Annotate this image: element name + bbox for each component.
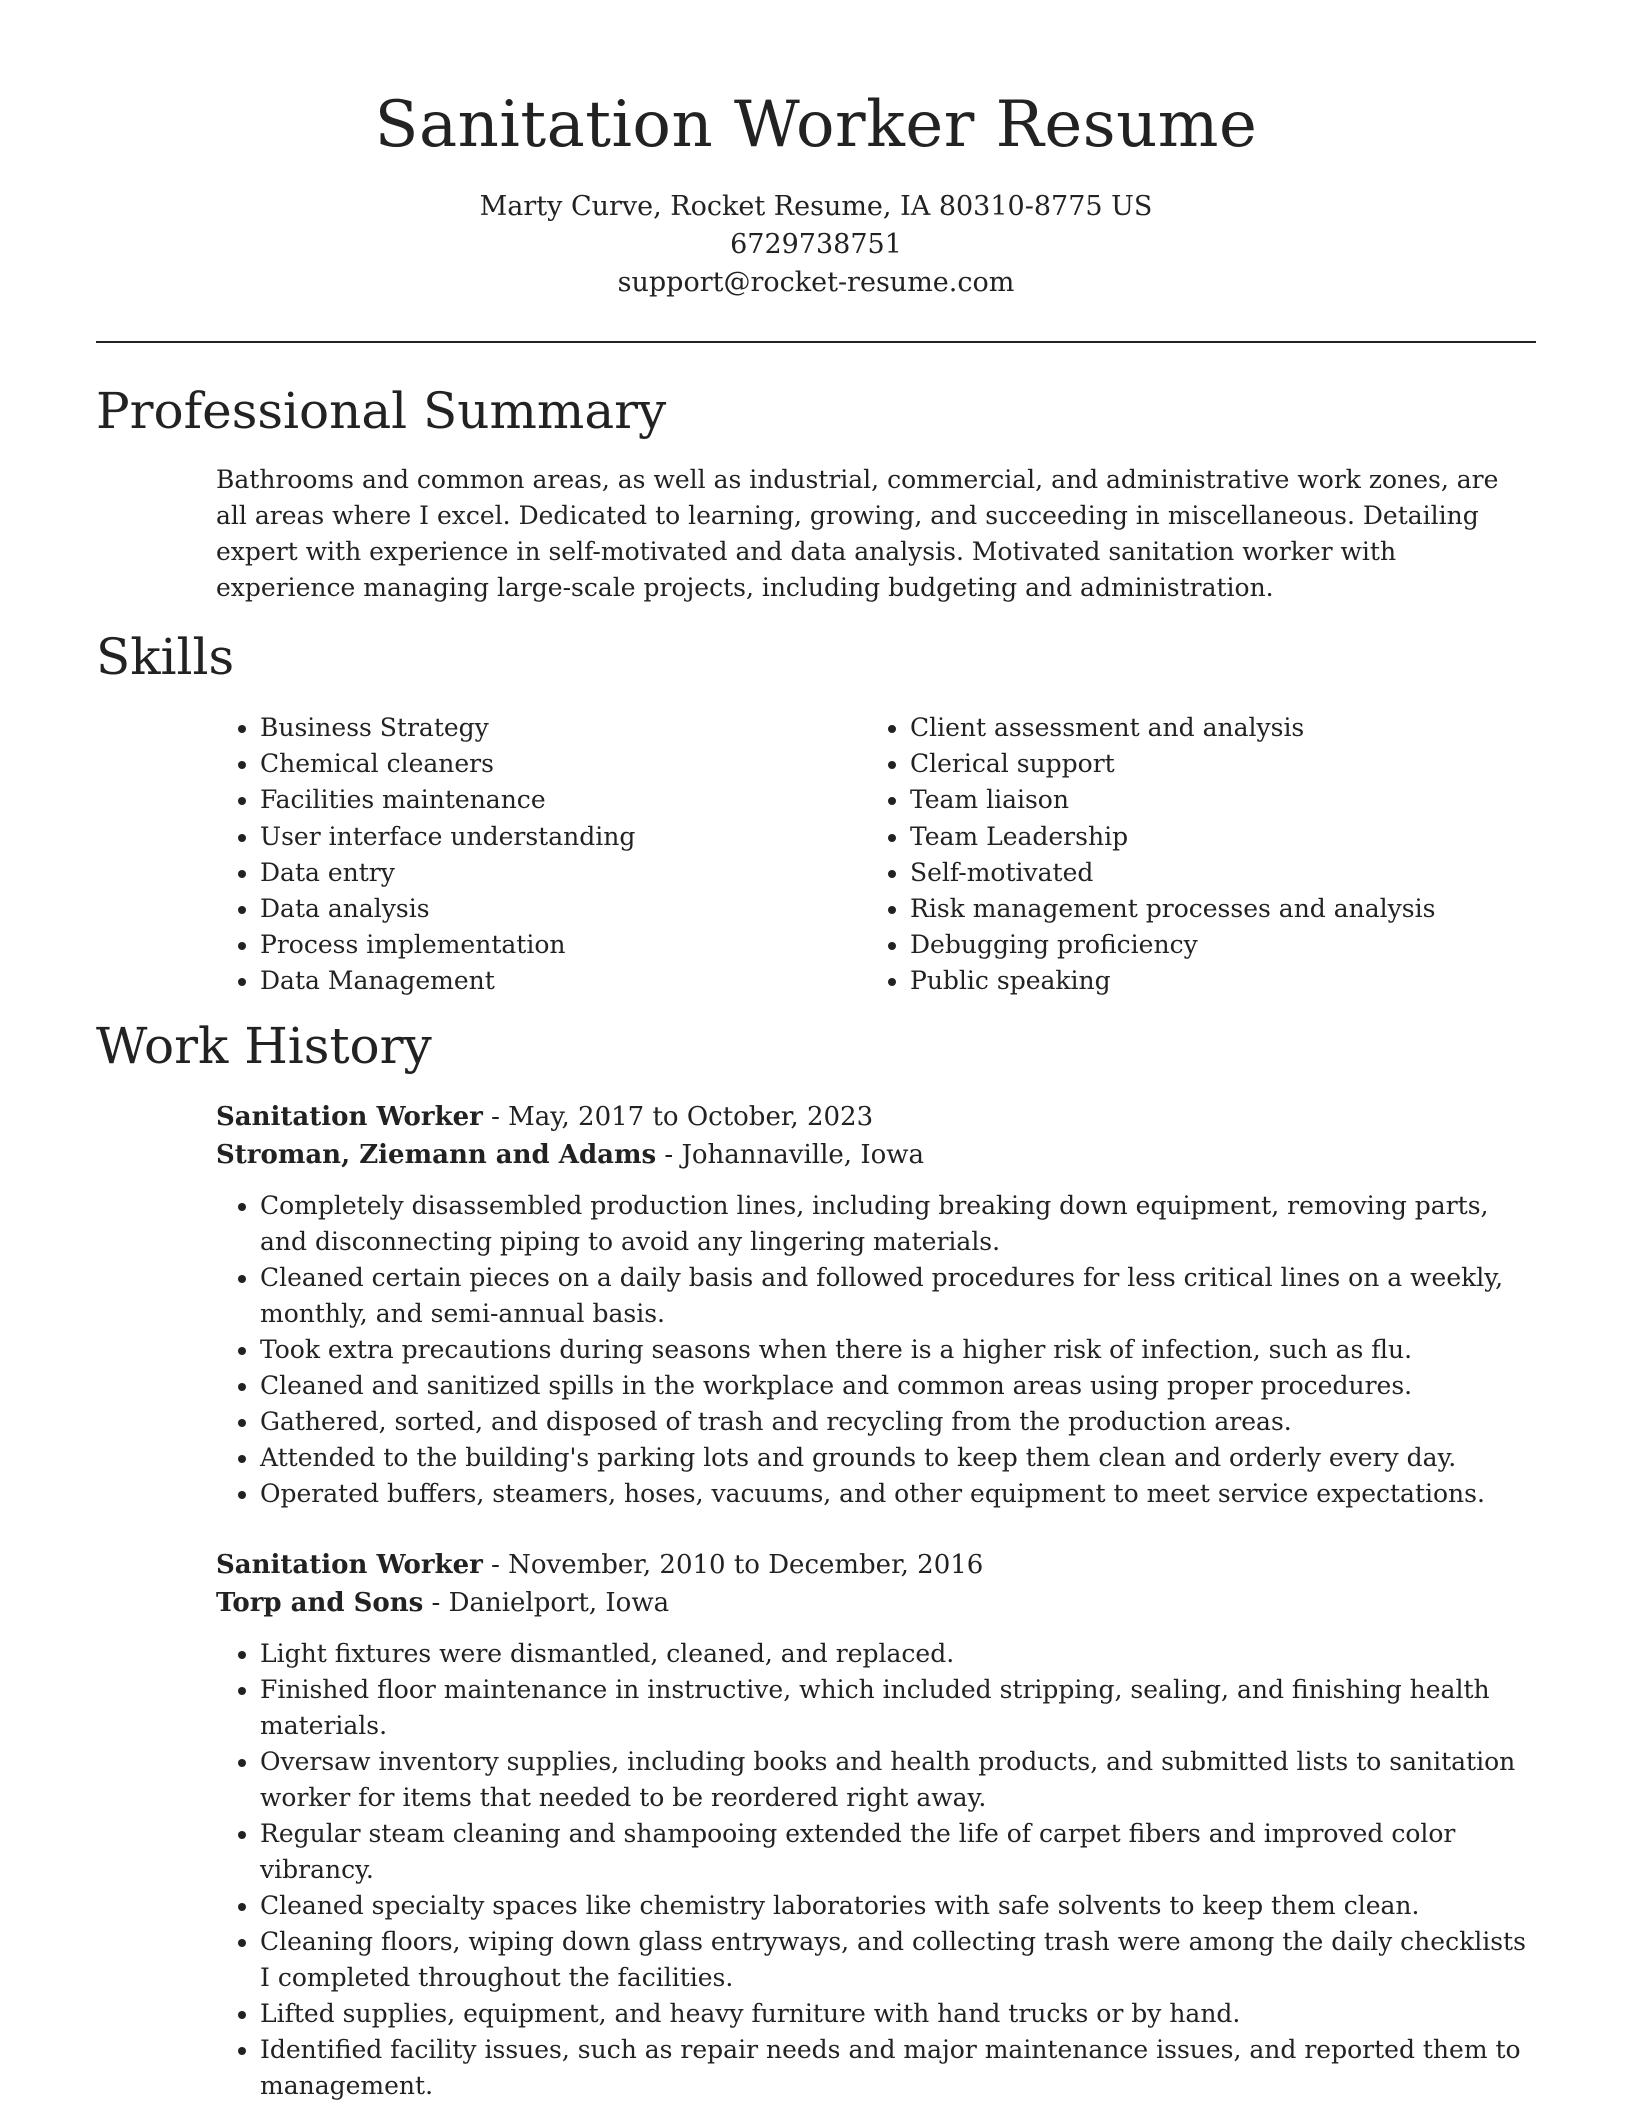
skill-item: • Chemical cleaners <box>260 746 866 782</box>
summary-heading: Professional Summary <box>96 382 667 440</box>
phone: 6729738751 <box>730 229 902 260</box>
job-bullets <box>216 1636 1536 2104</box>
skill-item: • Team Leadership <box>910 819 1516 855</box>
skill-item: • User interface understanding <box>260 819 866 855</box>
job-bullet: • Identified facility issues, such as repair needs and major maintenance issues, and reported them to management. <box>260 2032 1536 2104</box>
work-history-heading: Work History <box>96 1017 432 1075</box>
email: support@rocket-resume.com <box>617 267 1015 298</box>
job-bullets <box>216 1188 1536 1512</box>
job-bullet: • Completely disassembled production lines, including breaking down equipment, removing parts, and disconnecting piping to avoid any lingering materials. <box>260 1188 1536 1260</box>
resume-title: Sanitation Worker Resume <box>374 88 1258 162</box>
job-bullet: • Gathered, sorted, and disposed of trash and recycling from the production areas. <box>260 1404 1536 1440</box>
job-bullet: • Finished floor maintenance in instructive, which included stripping, sealing, and finishing health materials. <box>260 1672 1536 1744</box>
address: Marty Curve, Rocket Resume, IA 80310-8775 US <box>479 191 1153 222</box>
resume-header <box>0 0 1632 302</box>
job-role: Sanitation Worker <box>216 1550 483 1580</box>
skill-item: • Clerical support <box>910 746 1516 782</box>
job-entry <box>216 1546 1536 2104</box>
job-title-line <box>216 1098 1536 1136</box>
header-divider <box>96 341 1536 343</box>
job-entry <box>216 1098 1536 1512</box>
job-bullet: • Oversaw inventory supplies, including books and health products, and submitted lists to sanitation worker for items that needed to be reordered right away. <box>260 1744 1536 1816</box>
skill-item: • Data Management <box>260 963 866 999</box>
skill-item: • Public speaking <box>910 963 1516 999</box>
job-bullet: • Light fixtures were dismantled, cleaned, and replaced. <box>260 1636 1536 1672</box>
job-bullet: • Cleaning floors, wiping down glass entryways, and collecting trash were among the daily checklists I completed throughout the facilities. <box>260 1924 1536 1996</box>
job-bullet: • Took extra precautions during seasons when there is a higher risk of infection, such as flu. <box>260 1332 1536 1368</box>
job-bullet: • Cleaned and sanitized spills in the workplace and common areas using proper procedures. <box>260 1368 1536 1404</box>
skill-item: • Data analysis <box>260 891 866 927</box>
job-bullet: • Regular steam cleaning and shampooing extended the life of carpet fibers and improved color vibrancy. <box>260 1816 1536 1888</box>
job-company-line <box>216 1136 1536 1174</box>
job-location: - Danielport, Iowa <box>423 1588 670 1618</box>
skills-column-left <box>216 710 866 1000</box>
job-company-line <box>216 1584 1536 1622</box>
skill-item: • Client assessment and analysis <box>910 710 1516 746</box>
job-role: Sanitation Worker <box>216 1102 483 1132</box>
job-dates: - May, 2017 to October, 2023 <box>482 1102 874 1132</box>
job-bullet: • Cleaned specialty spaces like chemistry laboratories with safe solvents to keep them clean. <box>260 1888 1536 1924</box>
job-bullet: • Attended to the building's parking lots and grounds to keep them clean and orderly every day. <box>260 1440 1536 1476</box>
job-location: - Johannaville, Iowa <box>656 1140 924 1170</box>
skill-item: • Debugging proficiency <box>910 927 1516 963</box>
job-bullet: • Cleaned certain pieces on a daily basis and followed procedures for less critical lines on a weekly, monthly, and semi-annual basis. <box>260 1260 1536 1332</box>
summary-text: Bathrooms and common areas, as well as industrial, commercial, and administrative work zones, are all areas where I excel. Dedicated to learning, growing, and succeeding in miscellaneous. Detailing expert with experience in self-motivated and data analysis. Motivated sanitation worker with experience managing large-scale projects, including budgeting and administration. <box>216 465 1499 602</box>
contact-block <box>0 188 1632 302</box>
job-bullet: • Operated buffers, steamers, hoses, vacuums, and other equipment to meet service expectations. <box>260 1476 1536 1512</box>
skill-item: • Team liaison <box>910 782 1516 818</box>
skills-list <box>216 710 1536 1000</box>
skill-item: • Self-motivated <box>910 855 1516 891</box>
skill-item: • Data entry <box>260 855 866 891</box>
skills-heading: Skills <box>96 628 235 686</box>
skill-item: • Facilities maintenance <box>260 782 866 818</box>
skills-column-right <box>866 710 1516 1000</box>
job-title-line <box>216 1546 1536 1584</box>
job-bullet: • Lifted supplies, equipment, and heavy furniture with hand trucks or by hand. <box>260 1996 1536 2032</box>
skill-item: • Process implementation <box>260 927 866 963</box>
job-company: Stroman, Ziemann and Adams <box>216 1140 657 1170</box>
job-dates: - November, 2010 to December, 2016 <box>482 1550 984 1580</box>
job-company: Torp and Sons <box>216 1588 424 1618</box>
skill-item: • Business Strategy <box>260 710 866 746</box>
skill-item: • Risk management processes and analysis <box>910 891 1516 927</box>
